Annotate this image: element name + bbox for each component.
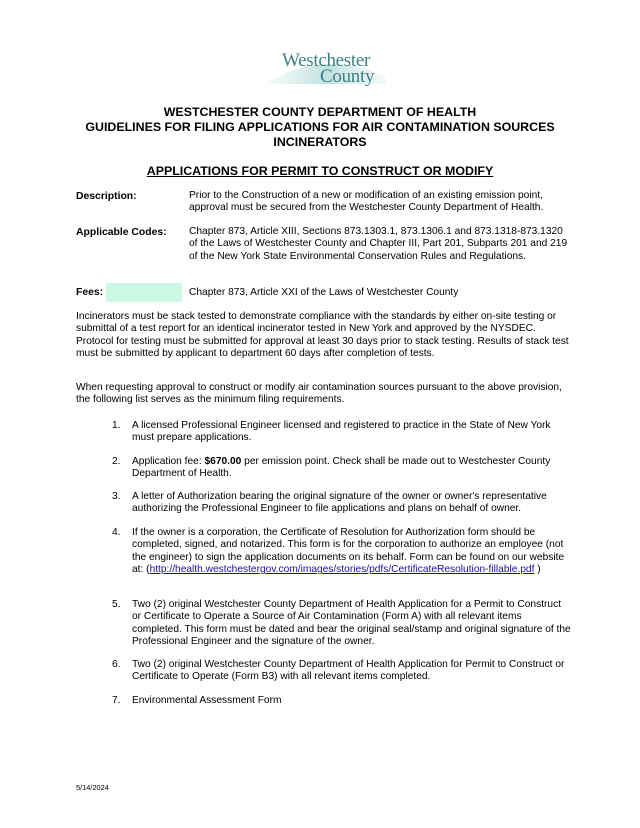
fees-value: Chapter 873, Article XXI of the Laws of Westchester County xyxy=(189,287,459,298)
heading-line-3: INCINERATORS xyxy=(273,135,367,149)
list-number: 7. xyxy=(112,695,121,706)
stack-test-paragraph: Incinerators must be stack tested to demonstrate compliance with the standards by either on-site testing or submittal of a test report for an identical incinerator tested in New York and approved by the NYSDEC. Protocol for testing must be submitted for approval at least 30 days prior to stack testing. Results of stack test must be submitted by applicant to department 60 days after completion of tests. xyxy=(76,311,569,360)
description-value: Prior to the Construction of a new or modification of an existing emission point, approval must be secured from the Westchester County Department of Health. xyxy=(189,190,544,214)
westchester-county-logo xyxy=(264,44,388,88)
description-label: Description: xyxy=(76,191,137,202)
certificate-resolution-link[interactable]: http://health.westchestergov.com/images/stories/pdfs/CertificateResolution-fillable.pdf xyxy=(149,564,535,576)
list-number: 1. xyxy=(112,420,121,431)
logo-text-westchester: Westchester xyxy=(282,50,371,71)
logo-text-county: County xyxy=(320,66,375,87)
document-heading xyxy=(60,105,580,150)
list-number: 5. xyxy=(112,599,121,610)
section-title: APPLICATIONS FOR PERMIT TO CONSTRUCT OR MODIFY xyxy=(146,164,494,178)
certificate-text: If the owner is a corporation, the Certificate of Resolution for Authorization form should be completed, signed, and notarized. This form is for the corporation to authorize an employee (not the engineer) to sign the application documents on its behalf. Form can be found on our website at: ( xyxy=(132,527,565,576)
certificate-text-end: ) xyxy=(534,564,541,576)
fee-text-pre: Application fee: xyxy=(132,456,205,467)
fee-text-post: per emission point. Check shall be made out to Westchester County Department of Health. xyxy=(132,456,551,480)
list-text xyxy=(132,527,572,577)
filing-intro-paragraph: When requesting approval to construct or modify air contamination sources pursuant to the above provision, the following list serves as the minimum filing requirements. xyxy=(76,382,562,406)
applicable-codes-value: Chapter 873, Article XIII, Sections 873.1303.1, 873.1306.1 and 873.1318-873.1320 of the Laws of Westchester County and Chapter III, Part 201, Subparts 201 and 219 of the New York State Environmental Conservation Rules and Regulations. xyxy=(189,226,568,262)
list-text: A letter of Authorization bearing the original signature of the owner or owner's representative authorizing the Professional Engineer to file applications and plans on behalf of owner. xyxy=(132,491,547,515)
fee-amount: $670.00 xyxy=(204,456,242,467)
list-number: 2. xyxy=(112,456,121,467)
footer-date: 5/14/2024 xyxy=(76,783,109,792)
fees-highlight xyxy=(106,283,182,302)
applicable-codes-label: Applicable Codes: xyxy=(76,227,167,238)
list-text: Environmental Assessment Form xyxy=(132,695,282,706)
list-number: 3. xyxy=(112,491,121,502)
list-text: Two (2) original Westchester County Department of Health Application for a Permit to Construct or Certificate to Operate a Source of Air Contamination (Form A) with all relevant items completed. This form must be dated and bear the original seal/stamp and original signature of the Professional Engineer and the signature of the owner. xyxy=(132,599,571,648)
list-number: 4. xyxy=(112,527,121,538)
list-text: Two (2) original Westchester County Department of Health Application for Permit to Construct or Certificate to Operate (Form B3) with all relevant items completed. xyxy=(132,659,565,683)
list-text xyxy=(132,456,572,481)
list-number: 6. xyxy=(112,659,121,670)
list-text: A licensed Professional Engineer licensed and registered to practice in the State of New York must prepare applications. xyxy=(132,420,551,444)
heading-line-1: WESTCHESTER COUNTY DEPARTMENT OF HEALTH xyxy=(163,105,477,119)
fees-label: Fees: xyxy=(76,287,104,298)
heading-line-2: GUIDELINES FOR FILING APPLICATIONS FOR AIR CONTAMINATION SOURCES xyxy=(85,120,555,134)
